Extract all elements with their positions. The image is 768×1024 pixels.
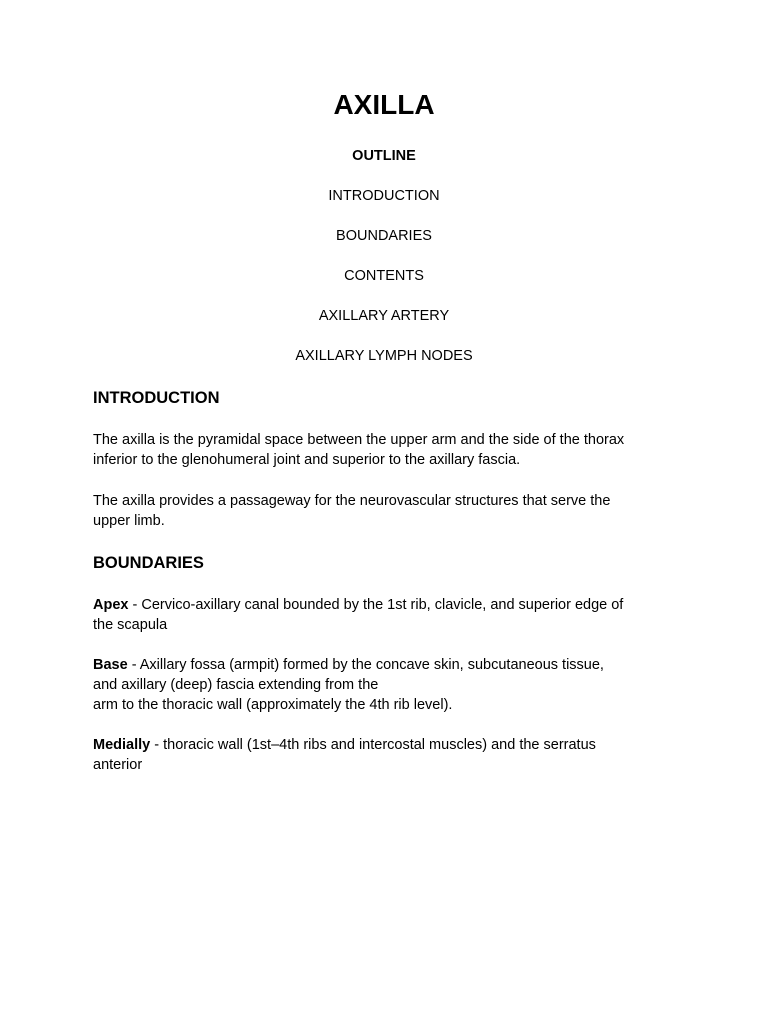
boundary-base — [93, 655, 673, 715]
outline-heading: OUTLINE — [352, 148, 416, 164]
outline-item: BOUNDARIES — [336, 228, 432, 244]
introduction-paragraph — [93, 491, 673, 531]
introduction-paragraph — [93, 430, 673, 470]
boundary-medially — [93, 735, 673, 775]
paragraph-line: The axilla provides a passageway for the neurovascular structures that serve the — [93, 493, 611, 509]
boundary-term: Medially — [93, 737, 151, 753]
paragraph-line: The axilla is the pyramidal space between the upper arm and the side of the thorax — [93, 432, 625, 448]
boundaries-heading: BOUNDARIES — [93, 554, 204, 572]
paragraph-line — [93, 595, 673, 615]
boundary-term: Apex — [93, 597, 129, 613]
paragraph-line — [93, 655, 673, 675]
paragraph-line: inferior to the glenohumeral joint and superior to the axillary fascia. — [93, 452, 521, 468]
paragraph-line: upper limb. — [93, 513, 165, 529]
boundary-description: - Cervico-axillary canal bounded by the 1st rib, clavicle, and superior edge of — [128, 597, 624, 613]
paragraph-line: anterior — [93, 757, 143, 773]
outline-item: AXILLARY ARTERY — [318, 308, 450, 324]
paragraph-line: the scapula — [93, 617, 168, 633]
boundary-apex — [93, 595, 673, 635]
outline-item: INTRODUCTION — [328, 188, 440, 204]
boundary-term: Base — [93, 657, 128, 673]
paragraph-line — [93, 735, 673, 755]
boundary-description: - Axillary fossa (armpit) formed by the concave skin, subcutaneous tissue, — [127, 657, 604, 673]
boundary-description: - thoracic wall (1st–4th ribs and intercostal muscles) and the serratus — [150, 737, 596, 753]
paragraph-line: arm to the thoracic wall (approximately the 4th rib level). — [93, 697, 453, 713]
document-title: AXILLA — [333, 89, 435, 120]
introduction-heading: INTRODUCTION — [93, 389, 220, 407]
outline-item: CONTENTS — [344, 268, 424, 284]
outline-item: AXILLARY LYMPH NODES — [295, 348, 473, 364]
paragraph-line: and axillary (deep) fascia extending from the — [93, 677, 379, 693]
